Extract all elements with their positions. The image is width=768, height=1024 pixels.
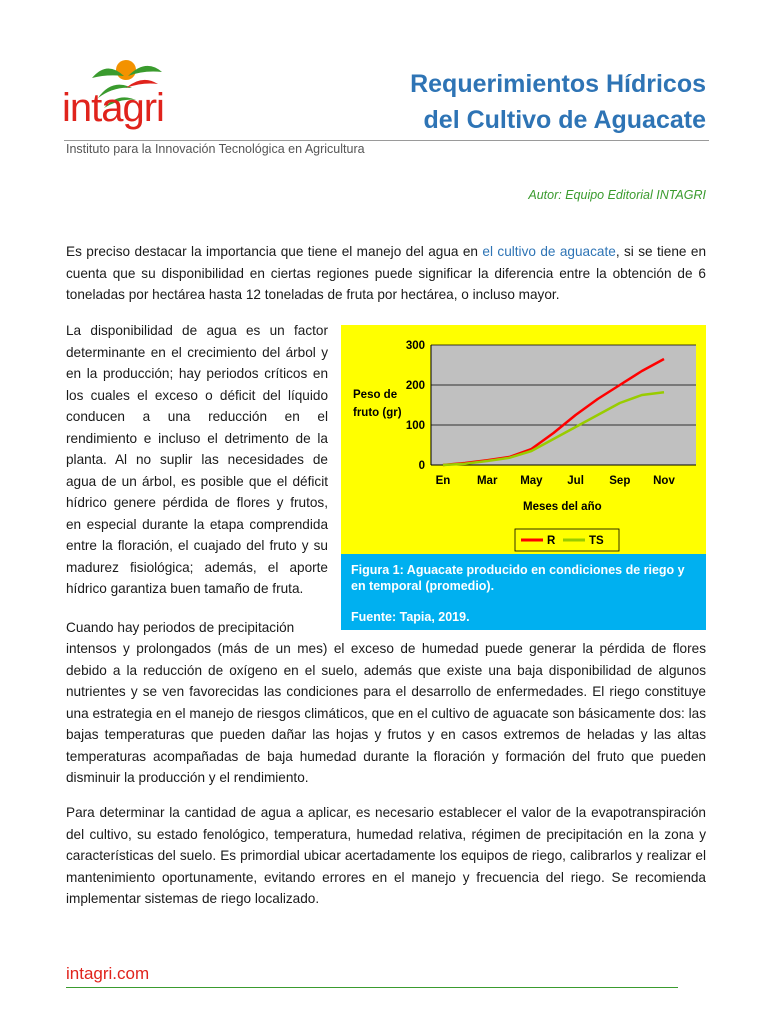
y-tick-label: 100 — [405, 420, 425, 432]
figure-caption-box — [341, 554, 706, 630]
fruit-weight-chart — [341, 325, 706, 554]
series-line-r — [443, 359, 664, 465]
y-tick-label: 200 — [405, 380, 425, 392]
paragraph-3-first-line: Cuando hay periodos de precipitación — [66, 620, 295, 635]
x-tick-label: Mar — [476, 475, 498, 487]
p1-text-before: Es preciso destacar la importancia que tiene el manejo del agua en — [66, 244, 483, 259]
author-line: Autor: Equipo Editorial INTAGRI — [528, 188, 706, 202]
legend-label-ts: TS — [589, 535, 604, 547]
page-title — [410, 66, 706, 138]
x-tick-label: En — [435, 475, 451, 487]
y-axis-label-line-2: fruto (gr) — [353, 407, 402, 419]
title-line-1: Requerimientos Hídricos — [410, 70, 706, 98]
paragraph-1 — [66, 241, 706, 306]
legend-label-r: R — [547, 535, 556, 547]
paragraph-2: La disponibilidad de agua es un factor determinante en el crecimiento del árbol y en la producción; hay periodos críticos en los cuales el exceso o déficit del líquido conducen a una reducción en el rendimiento e incluso el detrimento de la planta. Al no suplir las necesidades de agua de un árbol, es posible que el déficit hídrico genere pérdida de flores y frutos, en especial durante la etapa comprendida entre la floración, el cuajado del fruto y su madurez fisiológica; además, el aporte hídrico garantiza buen tamaño de fruta. — [66, 323, 328, 596]
paragraph-3: intensos y prolongados (más de un mes) el exceso de humedad puede generar la pérdida de flores debido a la reducción de oxígeno en el suelo, además que existe una baja disponibilidad de algunos nutrientes y se ven favorecidas las condiciones para el desarrollo de enfermedades. El riego constituye una estrategia en el manejo de riesgos climáticos, que en el cultivo de aguacate son básicamente dos: las bajas temperaturas que pueden dañar las hojas y frutos y en casos extremos de heladas y las altas temperaturas acompañadas de baja humedad durante la floración y formación del fruto que pueden disminuir la producción y el rendimiento. — [66, 641, 706, 785]
x-axis-label: Meses del año — [523, 501, 602, 513]
x-tick-label: Jul — [567, 475, 584, 487]
y-tick-label: 300 — [405, 340, 425, 352]
x-tick-label: May — [520, 475, 543, 487]
y-tick-label: 0 — [418, 460, 425, 472]
logo-text: intagri — [62, 86, 164, 130]
header-divider — [64, 140, 709, 141]
y-axis-label-line-1: Peso de — [353, 389, 398, 401]
avocado-link[interactable]: el cultivo de aguacate — [482, 244, 616, 259]
p1-text-after: , si se tiene en cuenta que su disponibilidad en ciertas regiones puede significar la diferencia entre la obtención de 6 toneladas por hectárea hasta 12 toneladas de fruta por hectárea, o incluso mayor. — [66, 244, 706, 302]
footer-site-link[interactable]: intagri.com — [66, 964, 150, 983]
figure-source: Fuente: Tapia, 2019. — [351, 610, 470, 624]
paragraph-4: Para determinar la cantidad de agua a aplicar, es necesario establecer el valor de la evapotranspiración del cultivo, su estado fenológico, temperatura, humedad relativa, régimen de precipitación en la zona y características del suelo. Es primordial ubicar acertadamente los equipos de riego, calibrarlos y realizar el mantenimiento oportunamente, evitando errores en el manejo y frecuencia del riego. Se recomienda implementar sistemas de riego localizado. — [66, 805, 706, 906]
legend — [515, 529, 619, 551]
figure-caption: Figura 1: Aguacate producido en condiciones de riego y en temporal (promedio). — [351, 563, 685, 593]
institute-name: Instituto para la Innovación Tecnológica en Agricultura — [66, 142, 365, 156]
footer-divider — [66, 987, 678, 988]
series-line-ts — [443, 392, 664, 465]
x-tick-label: Nov — [653, 475, 675, 487]
title-line-2: del Cultivo de Aguacate — [423, 106, 706, 134]
x-tick-label: Sep — [609, 475, 631, 487]
chart-svg — [341, 325, 706, 554]
